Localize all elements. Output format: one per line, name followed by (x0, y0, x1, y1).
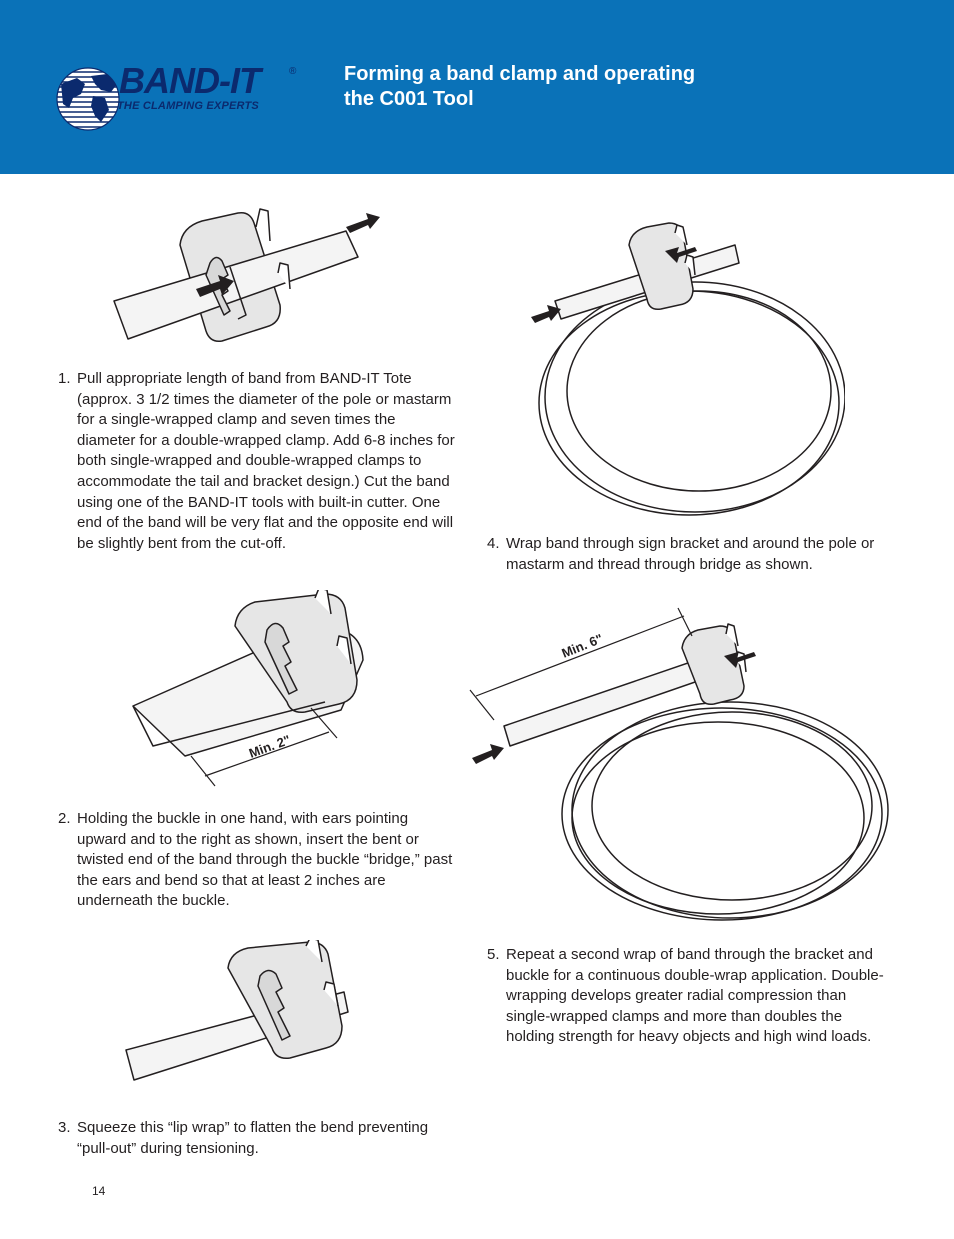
step-number: 5. (487, 946, 500, 963)
step-text: Pull appropriate length of band from BAND-IT Tote (approx. 3 1/2 times the diameter of the pole or mastarm for a single-wrapped clamp and seven times the diameter for a double-wrapped clamp. Add 6-8 inches for both single-wrapped and double-wrapped clamps to accommodate the tail and bracket design.) Cut the band using one of the BAND-IT tools with built-in cutter. One end of the band will be very flat and the opposite end will be slightly bent from the cut-off. (77, 370, 455, 552)
logo-brand-text: BAND-IT (119, 60, 260, 101)
step-text: Repeat a second wrap of band through the bracket and buckle for a continuous double-wrap application. Double-wrapping develops greater radial compression than single-wrapped clamps and more than doubles the holding strength for heavy objects and high wind loads. (506, 946, 884, 1046)
page-header (0, 0, 954, 174)
min-6-label: Min. 6" (559, 630, 605, 661)
page-title-line-2: the C001 Tool (344, 88, 474, 110)
step-number: 1. (58, 370, 71, 387)
logo-tagline: THE CLAMPING EXPERTS (117, 100, 259, 112)
min-2-label: Min. 2" (246, 732, 293, 761)
band-it-logo (55, 60, 315, 140)
step-text: Holding the buckle in one hand, with ears pointing upward and to the right as shown, insert the bent or twisted end of the band through the buckle “bridge,” past the ears and bend so that at least 2 inches are underneath the buckle. (77, 810, 453, 910)
step-4 (487, 534, 876, 575)
page-title-line-1: Forming a band clamp and operating (344, 63, 696, 85)
step-number: 3. (58, 1119, 71, 1136)
step-3 (58, 1118, 457, 1159)
step-2 (58, 809, 457, 912)
step-number: 4. (487, 535, 500, 552)
globe-icon (55, 64, 125, 134)
figure-5-double-wrap (460, 600, 890, 925)
step-1 (58, 369, 457, 554)
step-5 (487, 945, 886, 1048)
step-number: 2. (58, 810, 71, 827)
figure-3-squeeze-lip-wrap (120, 940, 360, 1090)
figure-2-lip-wrap (125, 590, 385, 790)
page-title (344, 62, 844, 112)
registered-mark: ® (289, 66, 297, 77)
step-text: Wrap band through sign bracket and around the pole or mastarm and thread through bridge as shown. (506, 535, 875, 573)
step-text: Squeeze this “lip wrap” to flatten the bend preventing “pull-out” during tensioning. (77, 1119, 429, 1157)
figure-1-band-through-buckle (110, 205, 390, 355)
page-number: 14 (92, 1184, 106, 1198)
figure-4-wrap-around-pole (525, 205, 845, 525)
